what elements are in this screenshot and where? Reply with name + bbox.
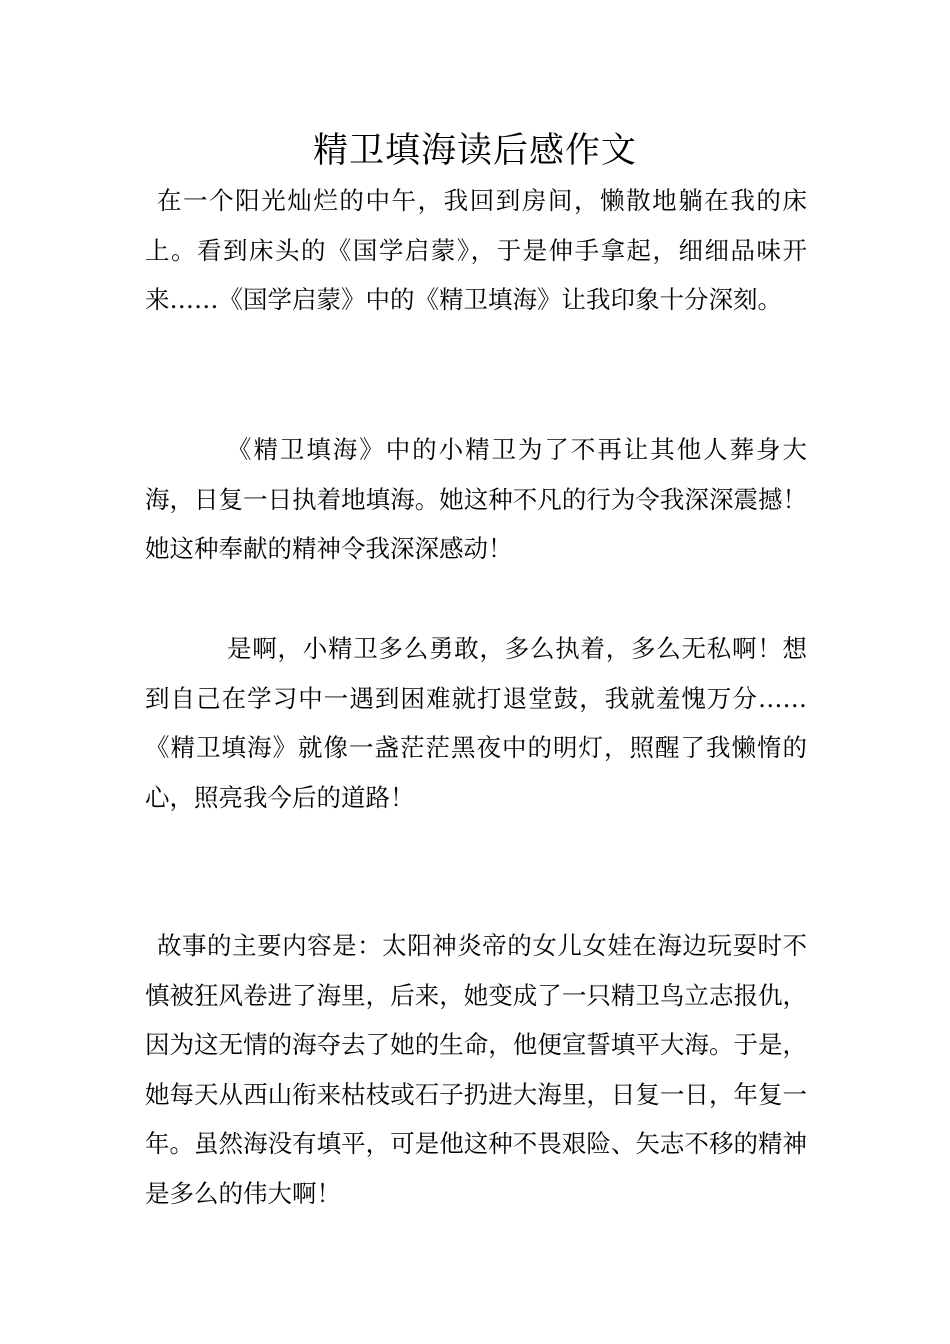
paragraph-intro: 在一个阳光灿烂的中午，我回到房间，懒散地躺在我的床上。看到床头的《国学启蒙》，于是伸手拿起，细细品味开来……《国学启蒙》中的《精卫填海》让我印象十分深刻。 (145, 186, 807, 314)
paragraph-story-summary: 故事的主要内容是：太阳神炎帝的女儿女娃在海边玩耍时不慎被狂风卷进了海里，后来，她变成了一只精卫鸟立志报仇，因为这无情的海夺去了她的生命，他便宣誓填平大海。于是，她每天从西山衔来枯枝或石子扔进大海里，日复一日，年复一年。虽然海没有填平，可是他这种不畏艰险、矢志不移的精神是多么的伟大啊！ (145, 931, 807, 1208)
page-title: 精卫填海读后感作文 (312, 131, 637, 171)
paragraph-impression: 《精卫填海》中的小精卫为了不再让其他人葬身大海，日复一日执着地填海。她这种不凡的行为令我深深震撼！她这种奉献的精神令我深深感动！ (145, 435, 807, 563)
paragraph-reflection: 是啊，小精卫多么勇敢，多么执着，多么无私啊！想到自己在学习中一遇到困难就打退堂鼓，我就羞愧万分……《精卫填海》就像一盏茫茫黑夜中的明灯，照醒了我懒惰的心，照亮我今后的道路！ (145, 634, 807, 812)
